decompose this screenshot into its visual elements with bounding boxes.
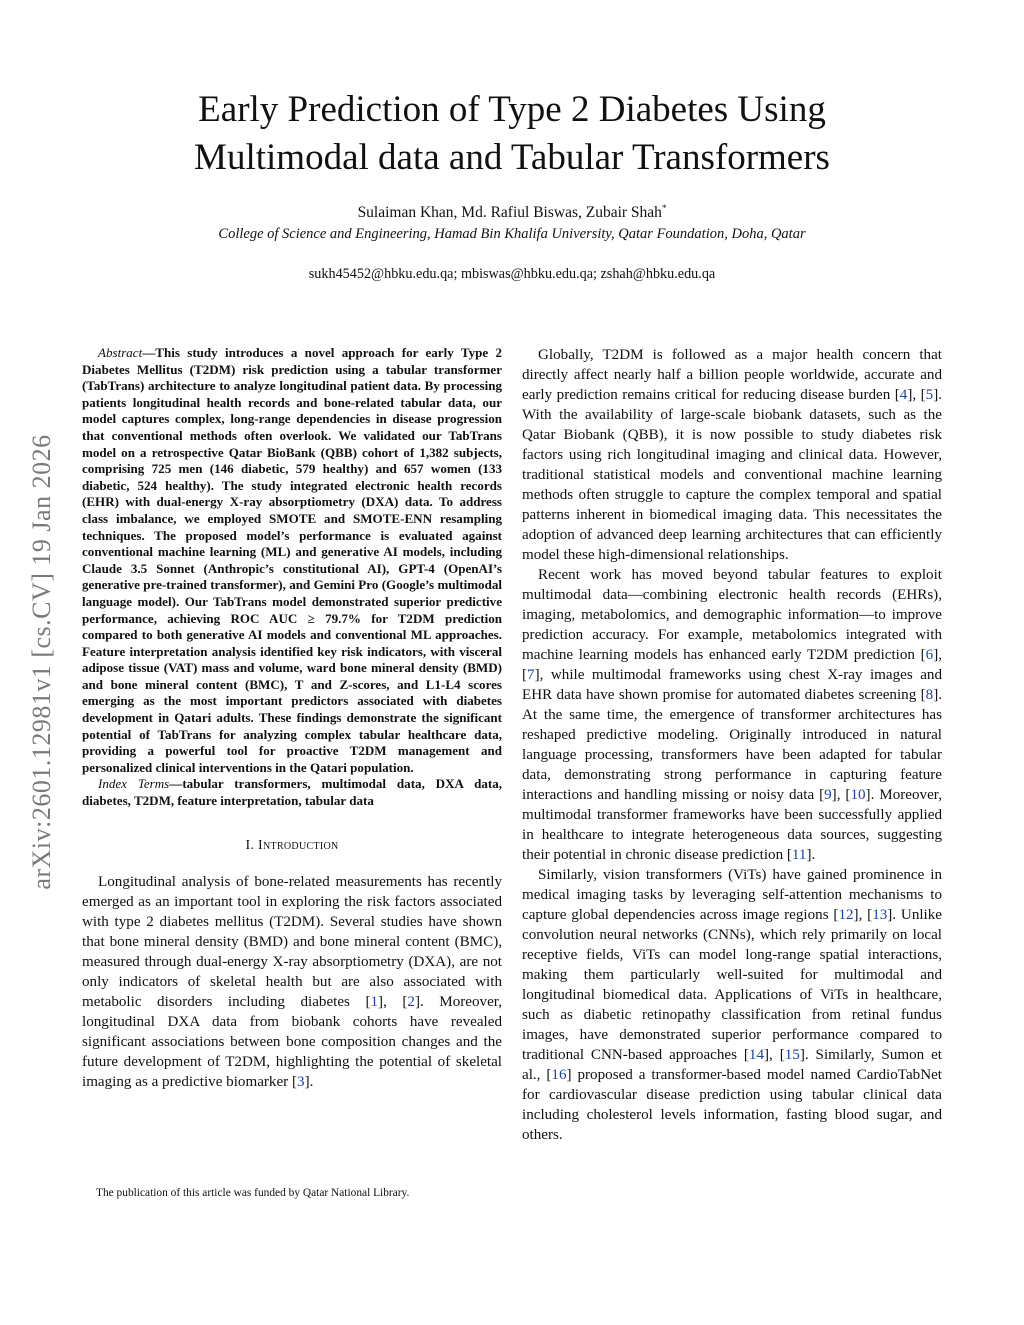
- author-names: Sulaiman Khan, Md. Rafiul Biswas, Zubair Shah: [357, 204, 662, 222]
- citation-link[interactable]: 10: [850, 787, 866, 803]
- left-column: [82, 345, 502, 1092]
- funding-footnote: The publication of this article was funded by Qatar National Library.: [96, 1187, 410, 1199]
- paragraph-text: Similarly, vision transformers (ViTs) have gained prominence in medical imaging tasks by leveraging self-attention mechanisms to capture global dependencies across image regions [: [522, 867, 942, 923]
- citation-link[interactable]: 15: [784, 1047, 800, 1063]
- paragraph-text: ].: [806, 847, 816, 863]
- arxiv-identifier: arXiv:2601.12981v1 [cs.CV] 19 Jan 2026: [27, 434, 56, 890]
- abstract: [82, 345, 502, 776]
- paper-title: [0, 86, 1024, 182]
- intro-paragraph-1: Longitudinal analysis of bone-related measurements has recently emerged as an important tool in exploring the risk factors associated with type 2 diabetes mellitus (T2DM). Several studies have shown that bone mineral density (BMD) and bone mineral content (BMC), measured through dual-energy X-ray absorptiometry (DXA), are not only indicators of skeletal health but are also associated with metabolic disorders including diabetes [1], [2]. Moreover, longitudinal DXA data from biobank cohorts have revealed significant associations between bone composition changes and the future development of T2DM, highlighting the potential of skeletal imaging as a predictive biomarker [3].: [82, 873, 502, 1090]
- paragraph-text: ], [: [831, 787, 851, 803]
- citation-link[interactable]: 2: [407, 993, 415, 1010]
- paragraph-text: ]. With the availability of large-scale biobank datasets, such as the Qatar Biobank (QBB), it is now possible to study diabetes risk factors using rich longitudinal imaging and clinical data. However, traditional statistical models and conventional machine learning methods often struggle to capture the complex temporal and spatial patterns inherent in biomedical imaging data. This necessitates the adoption of advanced deep learning architectures that can efficiently model these high-dimensional relationships.: [522, 387, 942, 563]
- paragraph-text: ], [: [764, 1047, 785, 1063]
- paragraph-text: ]. Similarly, Sumon et al., [: [522, 1047, 942, 1083]
- paragraph-text: ]. At the same time, the emergence of transformer architectures has reshaped predictive modeling. Originally introduced in natural language processing, transformers have been adapted for tabular data, demonstrating strong performance in capturing feature interactions and handling missing or noisy data [: [522, 687, 942, 803]
- affiliation: College of Science and Engineering, Hamad Bin Khalifa University, Qatar Foundation, Doha, Qatar: [218, 226, 806, 242]
- index-terms-text: —tabular transformers, multimodal data, DXA data, diabetes, T2DM, feature interpretation, tabular data: [82, 776, 502, 809]
- author-emails: sukh45452@hbku.edu.qa; mbiswas@hbku.edu.qa; zshah@hbku.edu.qa: [308, 266, 716, 282]
- paragraph-text: Longitudinal analysis of bone-related measurements has recently emerged as an important tool in exploring the risk factors associated with type 2 diabetes mellitus (T2DM). Several studies have shown that bone mineral density (BMD) and bone mineral content (BMC), measured through dual-energy X-ray absorptiometry (DXA), are not only indicators of skeletal health but are also associated with metabolic disorders including diabetes: [82, 873, 502, 1010]
- corresponding-author-mark: *: [661, 203, 667, 213]
- citation-link[interactable]: 5: [925, 387, 934, 403]
- intro-paragraph-4: [522, 865, 942, 1145]
- citation-link[interactable]: 7: [527, 667, 535, 683]
- citation-link[interactable]: 16: [551, 1067, 567, 1083]
- section-number: I.: [245, 837, 255, 853]
- paragraph-text: ].: [304, 1073, 314, 1090]
- abstract-label: Abstract: [98, 345, 143, 360]
- citation-link[interactable]: 1: [370, 993, 379, 1010]
- paragraph-text: ]. Unlike convolution neural networks (CNNs), which rely primarily on local receptive fields, ViTs can model long-range spatial interactions, making them particularly well-suited for multimodal and longitudinal biomedical data. Applications of ViTs in healthcare, such as diabetic retinopathy classification from retinal fundus images, have demonstrated superior performance compared to traditional CNN-based approaches [: [522, 907, 943, 1063]
- right-column: [522, 345, 942, 1145]
- citation-link[interactable]: 13: [872, 907, 888, 923]
- intro-paragraph-3: [522, 565, 942, 865]
- citation-link[interactable]: 9: [824, 787, 832, 803]
- paragraph-text: Globally, T2DM is followed as a major health concern that directly affect nearly half a billion people worldwide, accurate and early prediction remains critical for reducing disease burden [: [522, 347, 942, 403]
- paragraph-text: ], [: [378, 993, 408, 1010]
- citation-link[interactable]: 8: [925, 687, 934, 703]
- paragraph-text: ]. Moreover, multimodal transformer frameworks have been successfully applied in healthcare to integrate heterogeneous data sources, suggesting their potential in chronic disease prediction [: [522, 787, 942, 863]
- citation-link[interactable]: 11: [791, 847, 807, 863]
- section-title: Introduction: [258, 837, 339, 853]
- abstract-text: —This study introduces a novel approach for early Type 2 Diabetes Mellitus (T2DM) risk prediction using a tabular transformer (TabTrans) architecture to analyze longitudinal patient data. By processing patients longitudinal health records and bone-related tabular data, our model captures complex, long-range dependencies in disease progression that conventional methods often overlook. We validated our TabTrans model on a retrospective Qatar BioBank (QBB) cohort of 1,382 subjects, comprising 725 men (146 diabetic, 579 healthy) and 657 women (133 diabetic, 524 healthy). The study integrated electronic health records (EHR) with dual-energy X-ray absorptiometry (DXA) data. To address class imbalance, we employed SMOTE and SMOTE-ENN resampling techniques. The proposed model’s performance is evaluated against conventional machine learning (ML) and generative AI models, including Claude 3.5 Sonnet (Anthropic’s constitutional AI), GPT-4 (OpenAI’s generative pre-trained transformer), and Gemini Pro (Google’s multimodal language model). Our TabTrans model demonstrated superior predictive performance, achieving ROC AUC ≥ 79.7% for T2DM prediction compared to both generative AI models and conventional ML approaches. Feature interpretation analysis identified key risk indicators, with visceral adipose tissue (VAT) mass and volume, ward bone mineral density (BMD) and bone mineral content (BMC), T and Z-scores, and L1-L4 scores emerging as the most important predictors associated with diabetes development in Qatari adults. These findings demonstrate the significant potential of TabTrans for analyzing complex tabular healthcare data, providing a powerful tool for proactive T2DM management and personalized clinical interventions in the Qatari population.: [82, 345, 502, 775]
- citation-link[interactable]: 12: [838, 907, 854, 923]
- citation-link[interactable]: 4: [899, 387, 908, 403]
- intro-paragraph-2: [522, 345, 942, 565]
- paragraph-text: ] proposed a transformer-based model named CardioTabNet for cardiovascular disease prediction using tabular clinical data including cholesterol levels information, fasting blood sugar, and others.: [522, 1067, 942, 1143]
- section-heading-introduction: [82, 838, 502, 854]
- author-list: [0, 203, 1024, 222]
- paragraph-text: Recent work has moved beyond tabular features to exploit multimodal data—combining electronic health records (EHRs), imaging, metabolomics, and demographic information—to improve prediction accuracy. For example, metabolomics integrated with machine learning models has enhanced early T2DM prediction [: [522, 567, 942, 663]
- paragraph-text: ]. Moreover, longitudinal DXA data from biobank cohorts have revealed significant associations between bone composition changes and the future development of T2DM, highlighting the potential of skeletal imaging as a predictive biomarker [: [82, 993, 502, 1090]
- citation-link[interactable]: 6: [925, 647, 934, 663]
- index-terms: [82, 776, 502, 809]
- paragraph-text: ], [: [522, 647, 942, 683]
- citation-link[interactable]: 3: [297, 1073, 305, 1090]
- paragraph-text: ], [: [853, 907, 873, 923]
- paragraph-text: ], while multimodal frameworks using chest X-ray images and EHR data have shown promise for automated diabetes screening [: [522, 667, 942, 703]
- title-line-1: Early Prediction of Type 2 Diabetes Using: [198, 89, 826, 130]
- paragraph-text: ], [: [907, 387, 926, 403]
- title-line-2: Multimodal data and Tabular Transformers: [194, 137, 830, 178]
- citation-link[interactable]: 14: [748, 1047, 765, 1063]
- index-terms-label: Index Terms: [98, 776, 170, 792]
